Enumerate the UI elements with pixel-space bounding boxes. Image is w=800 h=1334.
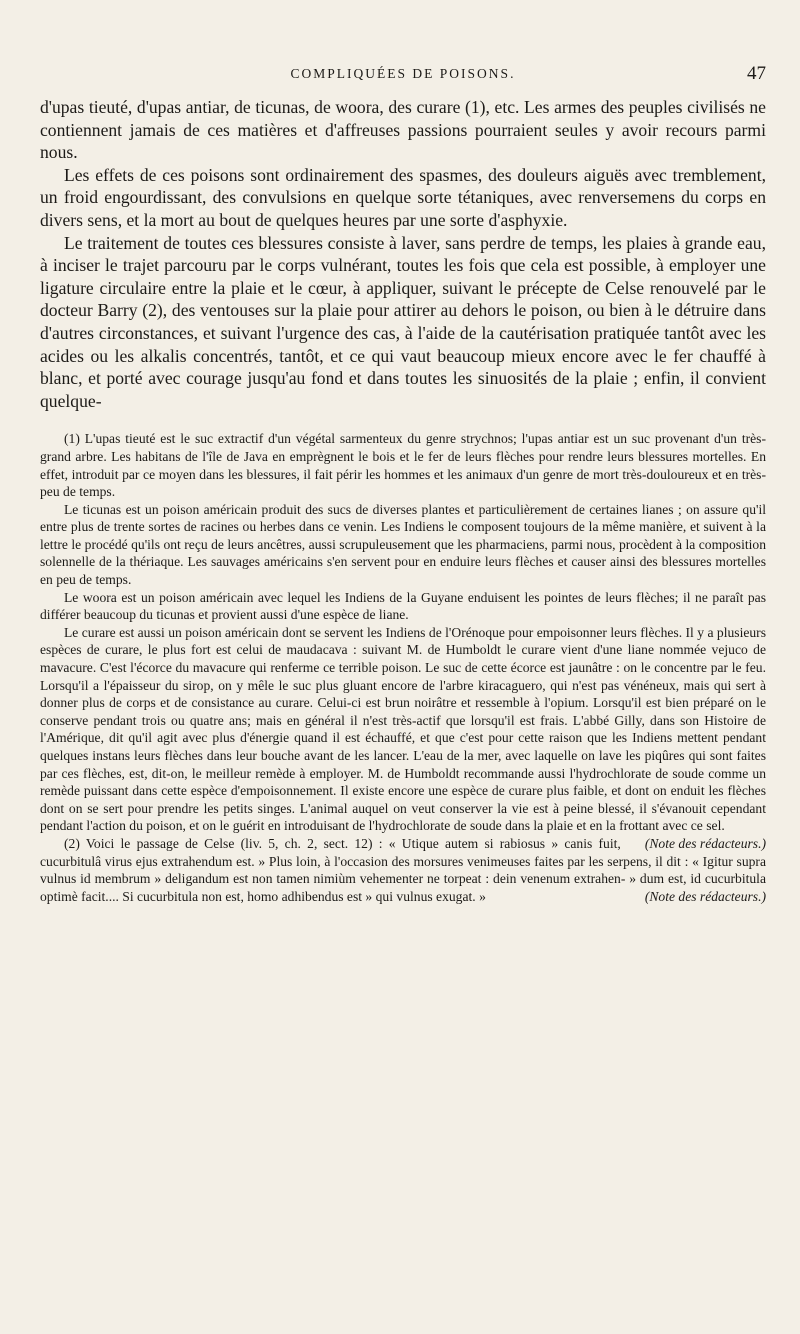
footnote-curare-signature: (Note des rédacteurs.) [644,835,766,851]
footnote-woora: Le woora est un poison américain avec lequel les Indiens de la Guyane enduisent les pointes de leurs flèches; il ne paraît pas différer beaucoup du ticunas et provient aussi d'une espèce de liane. [40,589,766,623]
footnote-2-signature: (Note des rédacteurs.) [644,888,766,904]
page-number: 47 [747,63,766,84]
footnote-curare-text: Le curare est aussi un poison américain dont se servent les Indiens de l'Orénoque pour empoisonner leurs flèches. Il y a plusieurs espèces de curare, le plus fort est celui de maudacava : suivant M. de Humboldt le curare vient d'une liane nommée vejuco de mavacure. C'est l'écorce du mavacure qui renferme ce terrible poison. Le suc de cette écorce est jaunâtre : on le concentre par le feu. Lorsqu'il a l'épaisseur du sirop, on y mêle le suc plus gluant encore de l'arbre kiracaguero, qui n'est pas vénéneux, mais qui sert à donner plus de corps et de consistance au curare. Celui-ci est brun noirâtre et ressemble à l'opium. Lorsqu'il est bien préparé on le conserve pendant trois ou quatre ans; mais en général il n'est très-actif que lorsqu'il est frais. L'abbé Gilly, dans son Histoire de l'Amérique, dit qu'il agit avec plus d'énergie quand il est échauffé, et que c'est pour cette raison que les Indiens mettent pendant quelques instans leurs flèches dans leur bouche avant de les lancer. L'eau de la mer, avec laquelle on lave les piqûres qui sont faites par ces flèches, est, dit-on, le meilleur remède à employer. M. de Humboldt recommande aussi l'hydrochlorate de soude comme un remède puissant dans cette espèce d'empoisonnement. Il existe encore une espèce de curare plus faible, et dont on enduit les flèches dont on se sert pour prendre les petits singes. L'animal auquel on veut conserver la vie est à peine blessé, il s'évanouit cependant pendant l'action du poison, et on le guérit en introduisant de l'hydrochlorate de soude dans la plaie et en la frottant avec ce sel. [40,624,766,834]
footnote-1: (1) L'upas tieuté est le suc extractif d'un végétal sarmenteux du genre strychnos; l'upas antiar est un suc provenant d'un très-grand arbre. Les habitans de l'île de Java en emprègnent le bois et le fer de leurs flèches pour rendre leurs blessures mortelles. En effet, introduit par ce moyen dans les blessures, il fait périr les hommes et les animaux d'un genre de mort très-douloureux et en très-peu de temps. [40,431,766,500]
footnote-curare [40,624,766,851]
main-text [40,96,766,412]
footnotes [40,430,766,905]
paragraph-3: Le traitement de toutes ces blessures consiste à laver, sans perdre de temps, les plaies à grande eau, à inciser le trajet parcouru par le corps vulnérant, toutes les fois que cela est possible, à employer une ligature circulaire entre la plaie et le cœur, à appliquer, suivant le précepte de Celse renouvelé par le docteur Barry (2), des ventouses sur la plaie pour attirer au dehors le poison, ou bien à le détruire dans d'autres circonstances, et suivant l'urgence des cas, à l'aide de la cautérisation pratiquée tantôt avec les acides ou les alkalis concentrés, tantôt, et ce qui vaut beaucoup mieux encore avec le fer chauffé à blanc, et porté avec courage jusqu'au fond et dans toutes les sinuosités de la plaie ; enfin, il convient quelque- [40,232,766,411]
paragraph-2: Les effets de ces poisons sont ordinairement des spasmes, des douleurs aiguës avec tremblement, un froid engourdissant, des convulsions en quelque sorte tétaniques, avec renversemens du corps en divers sens, et la mort au bout de quelques heures par une sorte d'asphyxie. [40,164,766,230]
running-title: COMPLIQUÉES DE POISONS. [290,66,516,81]
footnote-2-text: (2) Voici le passage de Celse (liv. 5, ch. 2, sect. 12) : « Utique autem si rabiosus » canis fuit, cucurbitulâ virus ejus extrahendum est. » Plus loin, à l'occasion des morsures venimeuses faites par les serpens, il dit : « Igitur supra vulnus id membrum » deligandum est non tamen nimiùm vehementer ne torpeat : dein venenum extrahen- » dum est, id cucurbitula optimè facit.... Si cucurbitula non est, homo adhibendus est » qui vulnus exugat. » [40,835,766,904]
page-header [40,63,766,96]
footnote-ticunas: Le ticunas est un poison américain produit des sucs de diverses plantes et particulièrement de certaines lianes ; on assure qu'il entre plus de trente sortes de racines ou herbes dans ce venin. Les Indiens le composent toujours de la même manière, et suivent à la lettre le procédé qu'ils ont reçu de leurs ancêtres, aussi scrupuleusement que les pharmaciens, parmi nous, procèdent à la composition solennelle de la thériaque. Les sauvages américains s'en servent pour en enduire leurs flèches et causer ainsi des blessures mortelles en peu de temps. [40,501,766,588]
paragraph-1: d'upas tieuté, d'upas antiar, de ticunas, de woora, des curare (1), etc. Les armes des peuples civilisés ne contiennent jamais de ces matières et d'affreuses passions pourraient seules y avoir recours parmi nous. [40,97,766,163]
